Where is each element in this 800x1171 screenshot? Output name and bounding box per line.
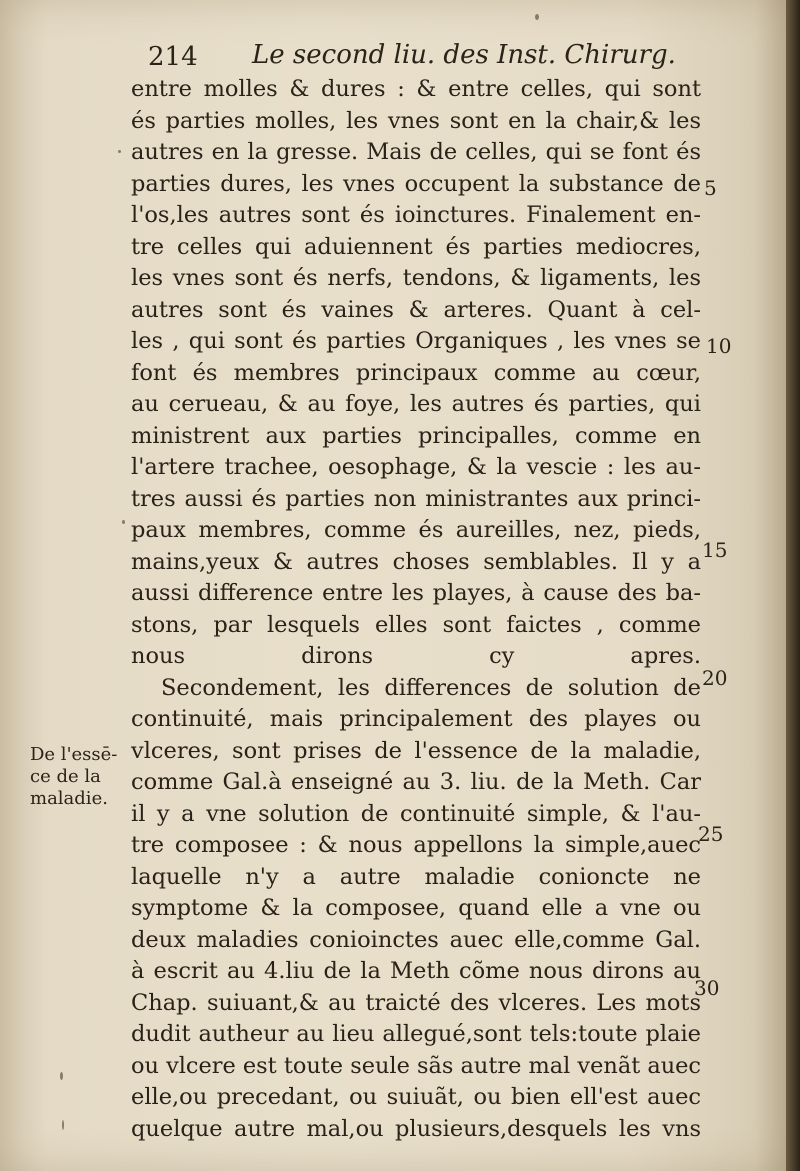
marginal-note-line: maladie. xyxy=(30,788,108,809)
marginal-note-line: De l'essē- xyxy=(30,744,118,765)
text-line: l'os,les autres sont és ioinctures. Finalement en- xyxy=(131,202,701,228)
page-number: 214 xyxy=(148,42,198,72)
text-line: elle,ou precedant, ou suiuãt, ou bien ell'est auec xyxy=(131,1084,701,1110)
text-line: paux membres, comme és aureilles, nez, pieds, xyxy=(131,517,701,543)
text-line: entre molles & dures : & entre celles, qui sont xyxy=(131,76,701,102)
text-line: font és membres principaux comme au cœur, xyxy=(131,359,701,386)
line-number-column xyxy=(694,0,742,1171)
text-line: symptome & la composee, quand elle a vne ou xyxy=(131,895,701,921)
text-line: quelque autre mal,ou plusieurs,desquels les vns xyxy=(131,1115,701,1142)
line-number: 15 xyxy=(702,538,728,562)
text-line: autres sont és vaines & arteres. Quant à cel- xyxy=(131,296,701,323)
text-line: deux maladies conioinctes auec elle,comme Gal. xyxy=(131,926,701,953)
text-line: tres aussi és parties non ministrantes aux princi- xyxy=(131,485,701,512)
text-line: les vnes sont és nerfs, tendons, & ligaments, les xyxy=(131,265,701,291)
line-number: 5 xyxy=(704,176,717,200)
text-line: tre celles qui aduiennent és parties mediocres, xyxy=(131,233,701,260)
page-edge xyxy=(786,0,800,1171)
text-line: ou vlcere est toute seule sãs autre mal venãt auec xyxy=(131,1052,701,1079)
text-line: tre composee : & nous appellons la simple,auec xyxy=(131,832,701,858)
line-number: 10 xyxy=(706,334,732,358)
ink-speck xyxy=(118,150,121,153)
text-line: l'artere trachee, oesophage, & la vescie : les au- xyxy=(131,454,701,480)
text-line: nous dirons cy apres. xyxy=(131,643,701,669)
text-line: vlceres, sont prises de l'essence de la maladie, xyxy=(131,737,701,764)
marginal-note-line: ce de la xyxy=(30,766,101,787)
text-line: Secondement, les differences de solution de xyxy=(161,674,701,701)
text-line: à escrit au 4.liu de la Meth cõme nous dirons au xyxy=(131,958,701,984)
running-title: Le second liu. des Inst. Chirurg. xyxy=(252,40,676,70)
body-text xyxy=(131,74,701,1145)
ink-speck xyxy=(62,1120,64,1130)
line-number: 30 xyxy=(694,976,720,1000)
ink-speck xyxy=(60,1072,63,1080)
line-number: 25 xyxy=(698,822,724,846)
text-line: autres en la gresse. Mais de celles, qui se font és xyxy=(131,139,701,165)
line-number: 20 xyxy=(702,666,728,690)
ink-speck xyxy=(535,14,539,20)
text-line: aussi difference entre les playes, à cause des ba- xyxy=(131,580,701,606)
text-line: ministrent aux parties principalles, comme en xyxy=(131,422,701,449)
text-line: parties dures, les vnes occupent la substance de xyxy=(131,170,701,197)
page-header xyxy=(140,40,680,76)
text-line: dudit autheur au lieu allegué,sont tels:toute plaie xyxy=(131,1021,701,1047)
text-line: mains,yeux & autres choses semblables. Il y a xyxy=(131,548,701,575)
text-line: comme Gal.à enseigné au 3. liu. de la Meth. Car xyxy=(131,769,701,795)
text-line: laquelle n'y a autre maladie conioncte ne xyxy=(131,863,701,890)
text-line: Chap. suiuant,& au traicté des vlceres. Les mots xyxy=(131,989,701,1016)
text-line: les , qui sont és parties Organiques , les vnes se xyxy=(131,328,701,354)
text-line: continuité, mais principalement des playes ou xyxy=(131,706,701,732)
marginal-note xyxy=(30,744,126,810)
text-line: il y a vne solution de continuité simple, & l'au- xyxy=(131,800,701,827)
text-line: au cerueau, & au foye, les autres és parties, qui xyxy=(131,391,701,417)
text-line: stons, par lesquels elles sont faictes , comme xyxy=(131,611,701,638)
ink-speck xyxy=(122,520,125,524)
text-line: és parties molles, les vnes sont en la chair,& les xyxy=(131,107,701,134)
